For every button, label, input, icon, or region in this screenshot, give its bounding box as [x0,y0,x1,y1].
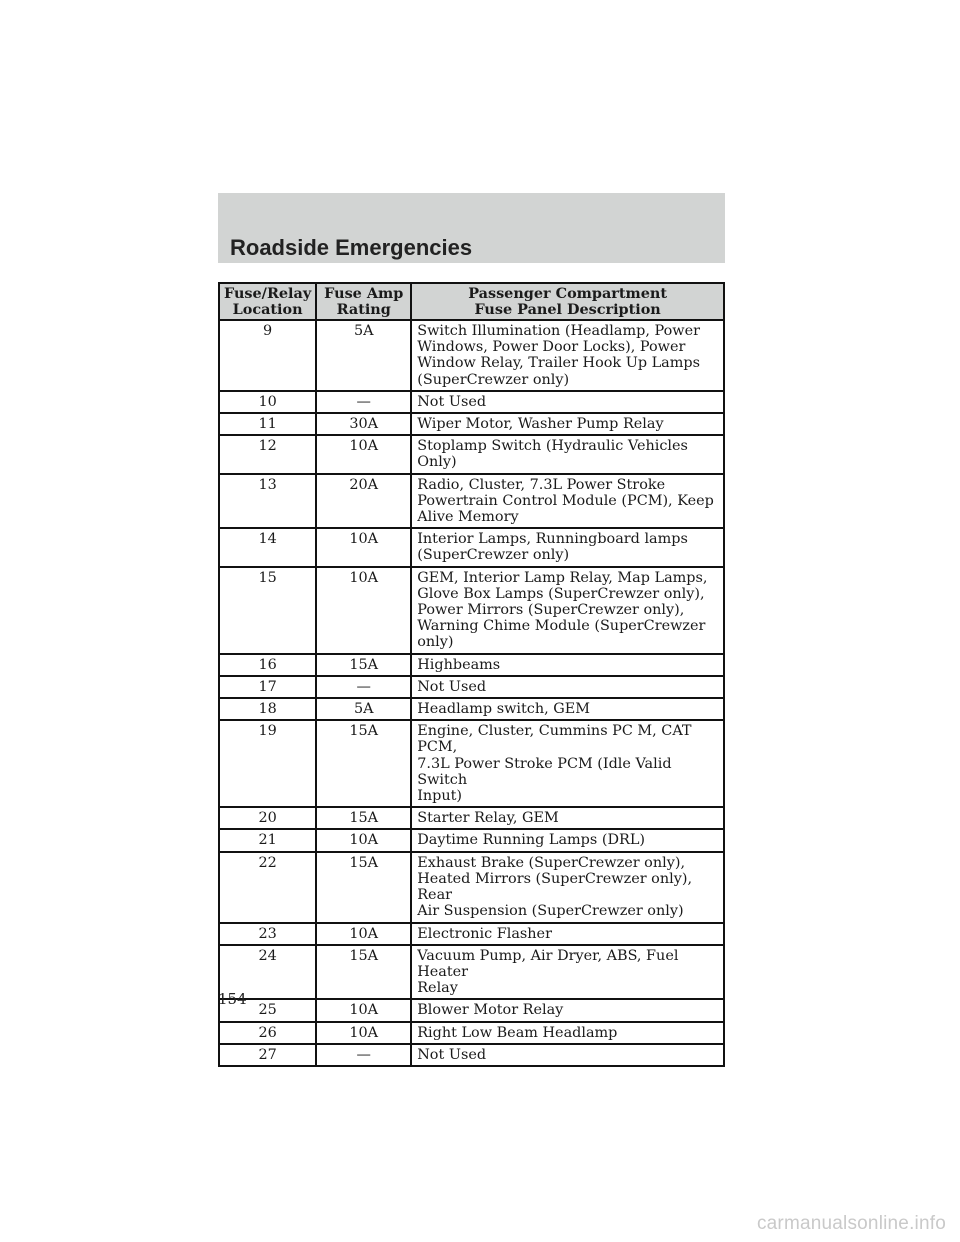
fuse-description: Right Low Beam Headlamp [411,1022,724,1044]
fuse-rating: 5A [316,698,411,720]
header-rating [316,283,411,320]
fuse-description: Not Used [411,391,724,413]
fuse-location: 25 [219,999,316,1021]
fuse-location: 11 [219,413,316,435]
table-row [219,567,724,654]
fuse-location: 26 [219,1022,316,1044]
fuse-rating: — [316,676,411,698]
table-row [219,474,724,529]
fuse-location: 27 [219,1044,316,1066]
fuse-description: Vacuum Pump, Air Dryer, ABS, Fuel Heater Relay [411,945,724,1000]
table-row [219,807,724,829]
fuse-location: 10 [219,391,316,413]
fuse-description: GEM, Interior Lamp Relay, Map Lamps, Glove Box Lamps (SuperCrewzer only), Power Mirrors (SuperCrewzer only), Warning Chime Module (SuperCrewzer only) [411,567,724,654]
table-row [219,829,724,851]
table-row [219,320,724,391]
fuse-location: 13 [219,474,316,529]
fuse-rating: 15A [316,654,411,676]
fuse-description: Radio, Cluster, 7.3L Power Stroke Powertrain Control Module (PCM), Keep Alive Memory [411,474,724,529]
fuse-rating: 15A [316,807,411,829]
fuse-description: Starter Relay, GEM [411,807,724,829]
fuse-description: Headlamp switch, GEM [411,698,724,720]
page-number: 154 [218,990,247,1008]
table-row [219,435,724,473]
fuse-location: 20 [219,807,316,829]
fuse-location: 9 [219,320,316,391]
fuse-rating: — [316,391,411,413]
header-description [411,283,724,320]
fuse-rating: 5A [316,320,411,391]
fuse-location: 19 [219,720,316,807]
fuse-description: Electronic Flasher [411,923,724,945]
fuse-rating: 30A [316,413,411,435]
header-line: Fuse/Relay [224,285,312,302]
fuse-location: 23 [219,923,316,945]
fuse-description: Stoplamp Switch (Hydraulic Vehicles Only) [411,435,724,473]
fuse-rating: 10A [316,923,411,945]
fuse-rating: 20A [316,474,411,529]
fuse-location: 22 [219,852,316,923]
fuse-location: 16 [219,654,316,676]
section-title: Roadside Emergencies [230,235,473,260]
fuse-rating: — [316,1044,411,1066]
fuse-location: 12 [219,435,316,473]
fuse-description: Exhaust Brake (SuperCrewzer only), Heated Mirrors (SuperCrewzer only), Rear Air Suspension (SuperCrewzer only) [411,852,724,923]
table-header-row [219,283,724,320]
watermark: carmanualsonline.info [756,1213,946,1234]
fuse-rating: 10A [316,999,411,1021]
fuse-location: 15 [219,567,316,654]
fuse-description: Not Used [411,676,724,698]
table-row [219,698,724,720]
header-line: Fuse Panel Description [474,300,661,318]
fuse-description: Wiper Motor, Washer Pump Relay [411,413,724,435]
table-row [219,999,724,1021]
table-row [219,720,724,807]
table-row [219,852,724,923]
fuse-location: 18 [219,698,316,720]
header-line: Location [232,300,303,318]
fuse-rating: 15A [316,720,411,807]
table-row [219,528,724,566]
fuse-rating: 10A [316,528,411,566]
table-body [219,320,724,1066]
fuse-location: 14 [219,528,316,566]
section-header [218,193,725,263]
fuse-description: Switch Illumination (Headlamp, Power Windows, Power Door Locks), Power Window Relay, Trailer Hook Up Lamps (SuperCrewzer only) [411,320,724,391]
table-row [219,923,724,945]
fuse-description: Highbeams [411,654,724,676]
fuse-description: Blower Motor Relay [411,999,724,1021]
table-row [219,654,724,676]
fuse-rating: 10A [316,829,411,851]
fuse-rating: 10A [316,567,411,654]
header-line: Fuse Amp [324,285,404,302]
fuse-location: 21 [219,829,316,851]
table-row [219,1022,724,1044]
fuse-description: Engine, Cluster, Cummins PC M, CAT PCM, 7.3L Power Stroke PCM (Idle Valid Switch Input) [411,720,724,807]
header-line: Rating [336,300,391,318]
table-row [219,391,724,413]
fuse-description: Not Used [411,1044,724,1066]
fuse-rating: 15A [316,852,411,923]
fuse-description: Interior Lamps, Runningboard lamps (SuperCrewzer only) [411,528,724,566]
table-row [219,413,724,435]
fuse-location: 24 [219,945,316,1000]
fuse-table [218,282,725,1067]
header-location [219,283,316,320]
header-line: Passenger Compartment [468,285,667,302]
table-row [219,1044,724,1066]
fuse-rating: 10A [316,435,411,473]
fuse-rating: 10A [316,1022,411,1044]
fuse-description: Daytime Running Lamps (DRL) [411,829,724,851]
fuse-location: 17 [219,676,316,698]
fuse-rating: 15A [316,945,411,1000]
table-row [219,676,724,698]
table-row [219,945,724,1000]
